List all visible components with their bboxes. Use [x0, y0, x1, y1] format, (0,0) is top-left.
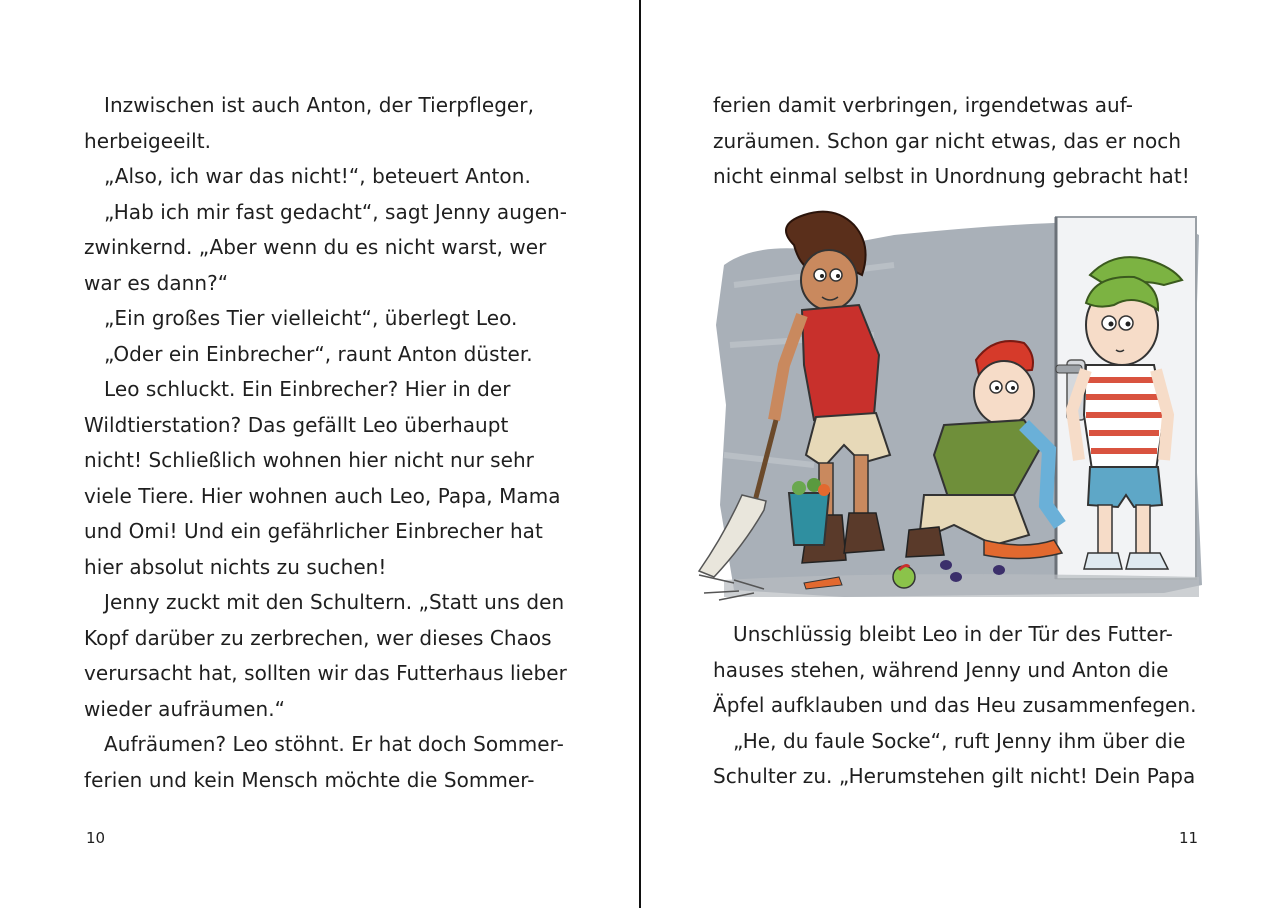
text-line: Wildtierstation? Das gefällt Leo überhaupt — [84, 412, 509, 437]
text-line: und Omi! Und ein gefährlicher Einbrecher hat — [84, 519, 543, 543]
plum — [950, 572, 962, 582]
plum — [940, 560, 952, 570]
text-line: ferien und kein Mensch möchte die Sommer- — [84, 767, 535, 792]
apple — [893, 566, 915, 588]
text-line: verursacht hat, sollten wir das Futterhaus lieber — [84, 661, 567, 685]
text-line: ferien damit verbringen, irgendetwas auf- — [713, 93, 1134, 117]
text-line: Äpfel aufklauben und das Heu zusammenfegen. — [713, 693, 1197, 717]
text-line: nicht! Schließlich wohnen hier nicht nur sehr — [84, 448, 534, 472]
text-line: zuräumen. Schon gar nicht etwas, das er noch — [713, 128, 1182, 153]
text-line: hauses stehen, während Jenny und Anton die — [713, 657, 1169, 682]
vegetable-bucket — [789, 478, 830, 545]
text-line: hier absolut nichts zu suchen! — [84, 554, 387, 579]
text-line: Leo schluckt. Ein Einbrecher? Hier in der — [104, 377, 511, 401]
text-line: Aufräumen? Leo stöhnt. Er hat doch Sommer- — [104, 732, 564, 756]
text-line: viele Tiere. Hier wohnen auch Leo, Papa, Mama — [84, 483, 561, 508]
text-line: Inzwischen ist auch Anton, der Tierpfleger, — [104, 93, 534, 117]
text-line: „Oder ein Einbrecher“, raunt Anton düster. — [104, 341, 533, 366]
plum — [993, 565, 1005, 575]
text-line: herbeigeeilt. — [84, 128, 212, 153]
story-illustration — [694, 205, 1206, 610]
text-line: Kopf darüber zu zerbrechen, wer dieses Chaos — [84, 625, 552, 650]
text-line: wieder aufräumen.“ — [84, 696, 286, 721]
text-line: Unschlüssig bleibt Leo in der Tür des Futter- — [733, 622, 1173, 646]
text-line: „Also, ich war das nicht!“, beteuert Anton. — [104, 164, 531, 188]
right-page — [641, 0, 1280, 908]
text-line: „Ein großes Tier vielleicht“, überlegt Leo. — [104, 306, 518, 330]
text-line: zwinkernd. „Aber wenn du es nicht warst, wer — [84, 235, 547, 259]
page-number: 11 — [1179, 829, 1199, 847]
left-page-text — [84, 88, 584, 798]
page-number: 10 — [86, 829, 106, 847]
text-line: war es dann?“ — [84, 270, 229, 295]
text-line: Schulter zu. „Herumstehen gilt nicht! Dein Papa — [713, 764, 1196, 788]
text-line: nicht einmal selbst in Unordnung gebracht hat! — [713, 164, 1190, 188]
text-line: „Hab ich mir fast gedacht“, sagt Jenny augen- — [104, 199, 568, 224]
right-page-text-top — [713, 88, 1233, 195]
text-line: Jenny zuckt mit den Schultern. „Statt uns den — [104, 590, 565, 614]
right-page-text-bottom — [713, 617, 1233, 795]
text-line: „He, du faule Socke“, ruft Jenny ihm über die — [733, 728, 1186, 753]
